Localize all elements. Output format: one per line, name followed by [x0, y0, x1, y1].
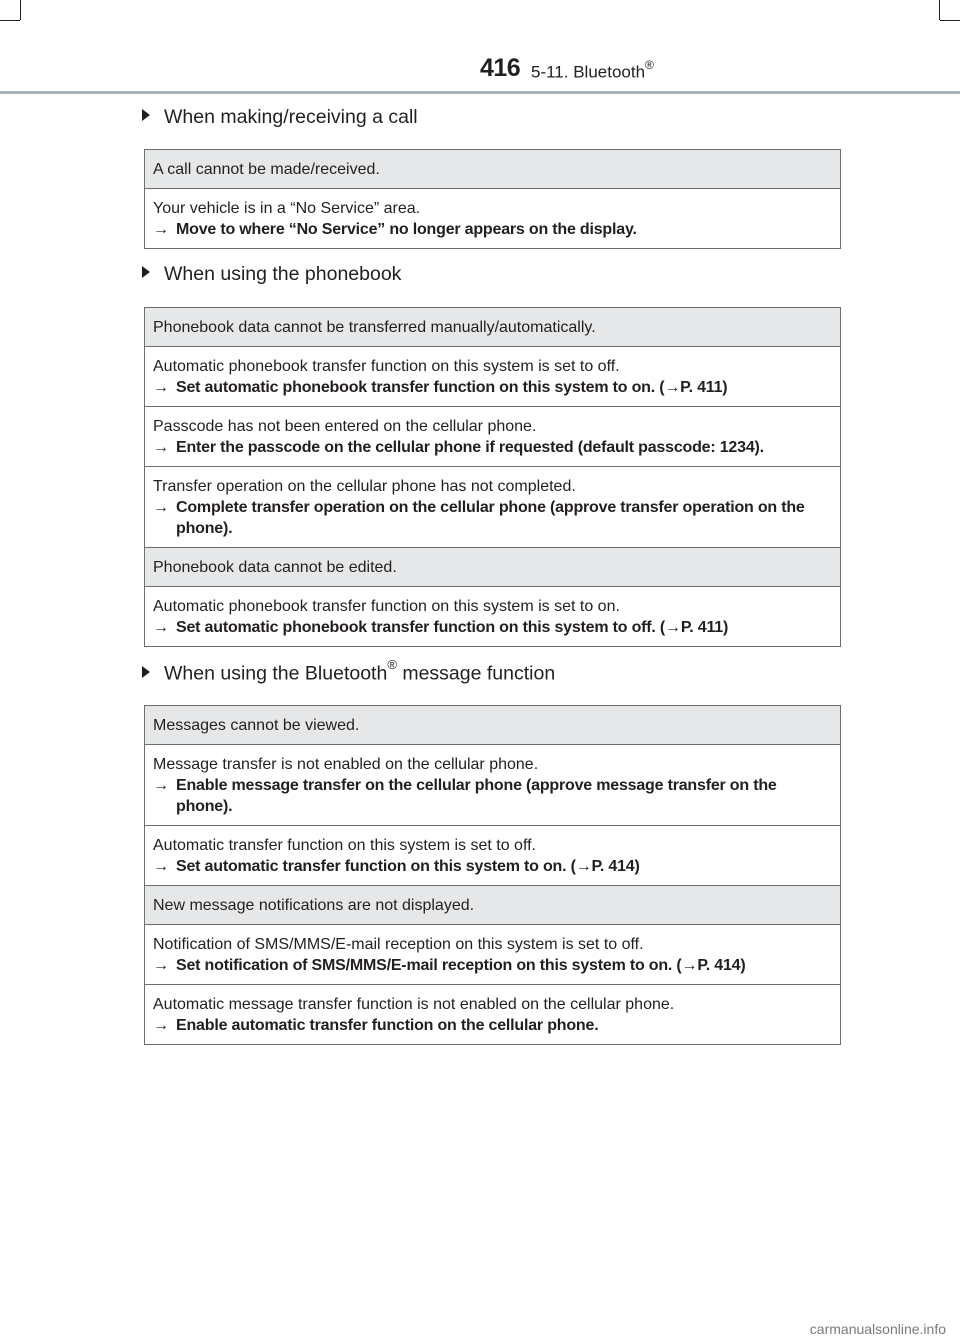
- arrow-right-icon: →: [153, 956, 169, 974]
- remedy-text: → Enable automatic transfer function on the cellular phone.: [153, 1016, 599, 1034]
- table-row: [145, 886, 841, 925]
- table-row: [145, 826, 841, 886]
- cause-text: Passcode has not been entered on the cellular phone.: [153, 417, 537, 435]
- page-reference-link[interactable]: Set automatic phonebook transfer function on this system to off. (→P. 411): [176, 618, 729, 636]
- troubleshooting-table: [144, 307, 841, 647]
- cause-text: Your vehicle is in a “No Service” area.: [153, 199, 421, 217]
- remedy-text: → Complete transfer operation on the cellular phone (approve transfer operation on the phone).: [153, 498, 805, 537]
- cause-text: Transfer operation on the cellular phone has not completed.: [153, 477, 576, 495]
- arrow-right-icon: →: [153, 618, 169, 636]
- remedy-text: [153, 617, 832, 638]
- table-row: [145, 925, 841, 985]
- arrow-right-icon: →: [153, 776, 169, 794]
- arrow-right-icon: →: [153, 220, 169, 238]
- section-title: 5-11. Bluetooth®: [531, 58, 654, 82]
- page-reference-link[interactable]: Set automatic phonebook transfer function on this system to on. (→P. 411): [176, 378, 728, 396]
- table-row: [145, 150, 841, 189]
- remedy-text: → Move to where “No Service” no longer appears on the display.: [153, 220, 637, 238]
- cause-cell: [145, 985, 841, 1045]
- arrow-right-icon: →: [153, 498, 169, 516]
- remedy-text: [153, 856, 832, 877]
- symptom-cell: Messages cannot be viewed.: [145, 706, 841, 745]
- table-row: [145, 467, 841, 548]
- table-row: [145, 587, 841, 647]
- section-heading: When making/receiving a call: [142, 106, 418, 129]
- cause-text: Automatic message transfer function is not enabled on the cellular phone.: [153, 995, 675, 1013]
- remedy-text: → Enter the passcode on the cellular phone if requested (default passcode: 1234).: [153, 438, 764, 456]
- triangle-bullet-icon: [142, 666, 150, 678]
- symptom-cell: New message notifications are not displayed.: [145, 886, 841, 925]
- troubleshooting-table: [144, 705, 841, 1045]
- arrow-right-icon: →: [153, 857, 169, 875]
- page-number: 416: [480, 54, 521, 82]
- cause-cell: [145, 347, 841, 407]
- arrow-right-icon: →: [153, 438, 169, 456]
- table-row: [145, 706, 841, 745]
- cause-cell: [145, 407, 841, 467]
- arrow-right-icon: →: [153, 1016, 169, 1034]
- symptom-cell: Phonebook data cannot be edited.: [145, 548, 841, 587]
- section-heading: When using the Bluetooth® message function: [142, 660, 555, 686]
- cause-text: Message transfer is not enabled on the cellular phone.: [153, 755, 539, 773]
- remedy-text: [153, 955, 832, 976]
- arrow-right-icon: →: [153, 378, 169, 396]
- table-row: [145, 548, 841, 587]
- table-row: [145, 189, 841, 249]
- cause-text: Notification of SMS/MMS/E-mail reception on this system is set to off.: [153, 935, 644, 953]
- registered-mark: ®: [387, 657, 397, 672]
- section-heading: When using the phonebook: [142, 263, 401, 286]
- cause-cell: [145, 745, 841, 826]
- table-row: [145, 407, 841, 467]
- watermark[interactable]: carmanualsonline.info: [809, 1321, 946, 1337]
- page-reference-link[interactable]: Set notification of SMS/MMS/E-mail reception on this system to on. (→P. 414): [176, 956, 746, 974]
- cause-cell: [145, 189, 841, 249]
- cause-cell: [145, 925, 841, 985]
- cause-cell: [145, 587, 841, 647]
- cause-text: Automatic phonebook transfer function on this system is set to off.: [153, 357, 620, 375]
- table-row: [145, 308, 841, 347]
- table-row: [145, 347, 841, 407]
- header-rule: [0, 91, 960, 94]
- symptom-cell: Phonebook data cannot be transferred manually/automatically.: [145, 308, 841, 347]
- triangle-bullet-icon: [142, 109, 150, 121]
- table-row: [145, 745, 841, 826]
- remedy-text: → Enable message transfer on the cellular phone (approve message transfer on the phone).: [153, 776, 777, 815]
- registered-mark: ®: [645, 58, 654, 72]
- remedy-text: [153, 377, 832, 398]
- symptom-cell: A call cannot be made/received.: [145, 150, 841, 189]
- triangle-bullet-icon: [142, 266, 150, 278]
- page-reference-link[interactable]: Set automatic transfer function on this system to on. (→P. 414): [176, 857, 640, 875]
- table-row: [145, 985, 841, 1045]
- troubleshooting-table: [144, 149, 841, 249]
- cause-text: Automatic phonebook transfer function on this system is set to on.: [153, 597, 620, 615]
- page-header: [0, 0, 960, 96]
- cause-text: Automatic transfer function on this system is set to off.: [153, 836, 536, 854]
- cause-cell: [145, 467, 841, 548]
- cause-cell: [145, 826, 841, 886]
